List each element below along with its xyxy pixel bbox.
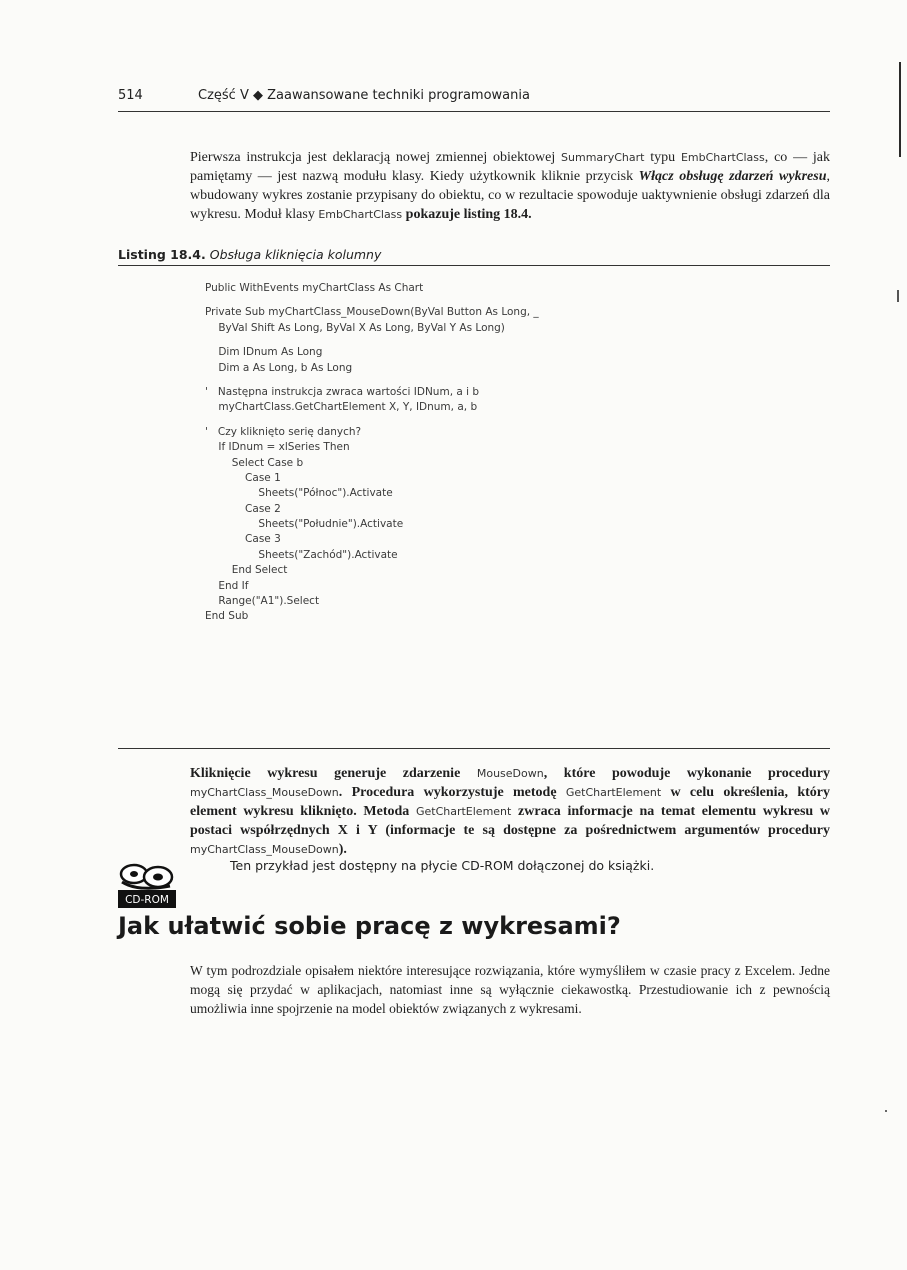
section-heading: Jak ułatwić sobie pracę z wykresami? — [118, 912, 621, 940]
section-paragraph — [190, 961, 830, 1018]
running-header — [118, 88, 830, 103]
inline-code: MouseDown — [476, 767, 544, 780]
code-line: ByVal Shift As Long, ByVal X As Long, ByVal Y As Long) — [205, 321, 505, 334]
code-line: Case 1 — [205, 471, 281, 484]
inline-code: SummaryChart — [561, 151, 645, 164]
intro-paragraph — [190, 148, 830, 224]
scan-speck — [885, 1110, 887, 1112]
code-listing — [205, 281, 805, 625]
text-run: zwraca informacje na temat elementu wykresu w postaci współrzędnych X i Y (informacje te są dostępne za pośrednictwem argumentów procedury — [190, 804, 831, 838]
scan-speck — [897, 290, 899, 302]
text-run: typu — [644, 150, 681, 165]
inline-code: EmbChartClass — [318, 208, 403, 221]
header-rule — [118, 111, 830, 112]
inline-code: myChartClass_MouseDown — [190, 843, 339, 856]
code-line: End If — [205, 579, 249, 592]
cd-rom-badge-label: CD-ROM — [125, 894, 169, 906]
cd-rom-badge-graphic — [118, 856, 176, 908]
cd-rom-note: Ten przykład jest dostępny na płycie CD-ROM dołączonej do książki. — [230, 858, 655, 873]
inline-code: EmbChartClass — [680, 151, 765, 164]
listing-title: Obsługa kliknięcia kolumny — [209, 247, 382, 262]
code-line: ' Czy kliknięto serię danych? — [205, 425, 362, 438]
code-line: Sheets("Północ").Activate — [205, 487, 393, 500]
code-line: Sheets("Południe").Activate — [205, 518, 404, 531]
code-blank-line — [205, 296, 805, 305]
code-blank-line — [205, 336, 805, 345]
code-line: Range("A1").Select — [205, 595, 320, 608]
code-line: Dim a As Long, b As Long — [205, 361, 353, 374]
code-blank-line — [205, 416, 805, 425]
inline-code: GetChartElement — [415, 805, 512, 818]
text-run: , które powoduje wykonanie procedury — [543, 766, 830, 781]
listing-top-rule — [118, 265, 830, 266]
code-line: myChartClass.GetChartElement X, Y, IDnum, a, b — [205, 401, 478, 414]
section-paragraph-text: W tym podrozdziale opisałem niektóre interesujące rozwiązania, które wymyśliłem w czasie pracy z Excelem. Jedne mogą się przydać w aplikacjach, natomiast inne są wyłącznie ciekawostką. Przestudiowanie ich z pewnością umożliwia inne spojrzenie na model obiektów związanych z wykresami. — [190, 963, 830, 1016]
code-line: End Select — [205, 564, 288, 577]
cd-rom-icon — [118, 856, 176, 908]
text-run: , wbudowany wykres zostanie przypisany do obiektu, co w rezultacie spowoduje uaktywnienie obsługi zdarzeń dla wykresu. Moduł klasy — [190, 169, 830, 222]
listing-caption — [118, 247, 381, 262]
inline-code: GetChartElement — [565, 786, 662, 799]
text-run: w celu określenia, który element wykresu kliknięto. Metoda — [190, 785, 830, 819]
inline-code: myChartClass_MouseDown — [190, 786, 339, 799]
code-line: Dim IDnum As Long — [205, 346, 323, 359]
text-run: . Procedura wykorzystuje metodę — [338, 785, 566, 800]
page-number: 514 — [118, 88, 143, 103]
running-title: Część V ◆ Zaawansowane techniki programowania — [198, 88, 530, 103]
code-line: Select Case b — [205, 456, 304, 469]
text-run: pokazuje listing 18.4. — [402, 207, 532, 222]
code-line: Public WithEvents myChartClass As Chart — [205, 282, 424, 294]
code-line: Case 2 — [205, 502, 281, 515]
listing-label: Listing 18.4. — [118, 247, 206, 262]
code-blank-line — [205, 376, 805, 385]
code-line: Sheets("Zachód").Activate — [205, 548, 398, 561]
text-run: Kliknięcie wykresu generuje zdarzenie — [190, 766, 477, 781]
code-line: End Sub — [205, 610, 249, 623]
emphasis-button-name: Włącz obsługę zdarzeń wykresu — [638, 169, 827, 184]
code-line: Private Sub myChartClass_MouseDown(ByVal Button As Long, _ — [205, 306, 539, 319]
explanation-paragraph — [190, 764, 830, 859]
code-line: ' Następna instrukcja zwraca wartości IDNum, a i b — [205, 385, 480, 398]
text-run: , co — jak pamiętamy — jest nazwą modułu klasy. Kiedy użytkownik kliknie przycisk — [190, 150, 830, 184]
code-line: If IDnum = xlSeries Then — [205, 441, 350, 454]
text-run: Pierwsza instrukcja jest deklaracją nowej zmiennej obiektowej — [190, 150, 562, 165]
scan-edge-mark — [899, 62, 901, 157]
text-run: ). — [338, 842, 347, 857]
code-line: Case 3 — [205, 533, 281, 546]
listing-bottom-rule — [118, 748, 830, 749]
